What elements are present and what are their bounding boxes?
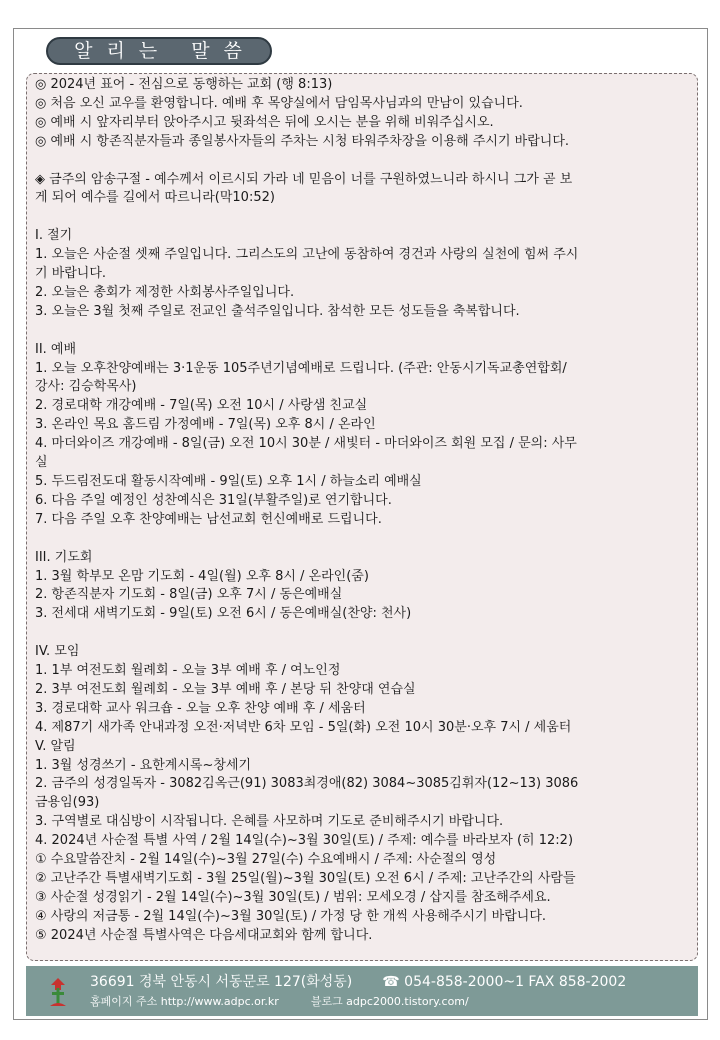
- announcement-line: 1. 1부 여전도회 월례회 - 오늘 3부 예배 후 / 여노인정: [35, 663, 341, 679]
- announcement-line: 1. 3월 성경쓰기 - 요한계시록~창세기: [35, 757, 252, 773]
- announcement-line: ① 수요말씀잔치 - 2월 14일(수)~3월 27일(수) 수요예배시 / 주제: 사순절의 영성: [35, 852, 497, 868]
- blank-line: [35, 208, 689, 227]
- footer-phone: ☎ 054-858-2000~1 FAX 858-2002: [382, 974, 627, 990]
- announcement-line: ◈ 금주의 암송구절 - 예수께서 이르시되 가라 네 믿음이 너를 구원하였느니라 하시니 그가 곧 보: [35, 171, 573, 187]
- announcement-line: ◎ 예배 시 항존직분자들과 종일봉사자들의 주차는 시청 타워주차장을 이용해 주시기 바랍니다.: [35, 133, 570, 149]
- announcement-line: 강사: 김승학목사): [35, 379, 137, 395]
- blank-line: [35, 530, 689, 549]
- announcement-line: 4. 2024년 사순절 특별 사역 / 2월 14일(수)~3월 30일(토) / 주제: 예수를 바라보자 (히 12:2): [35, 833, 574, 849]
- announcement-line: 4. 제87기 새가족 안내과정 오전·저녁반 6차 모임 - 5일(화) 오전 10시 30분·오후 7시 / 세움터: [35, 719, 572, 735]
- announcement-line: 5. 두드림전도대 활동시작예배 - 9일(토) 오후 1시 / 하늘소리 예배실: [35, 473, 422, 489]
- footer-links-line: [90, 994, 469, 1010]
- announcement-line: 금용임(93): [35, 795, 100, 811]
- announcement-line: ◎ 처음 오신 교우를 환영합니다. 예배 후 목양실에서 담임목사님과의 만남이 있습니다.: [35, 95, 523, 111]
- announcement-line: 2. 금주의 성경일독자 - 3082김옥근(91) 3083최경애(82) 3084~3085김휘자(12~13) 3086: [35, 776, 579, 792]
- announcement-line: ② 고난주간 특별새벽기도회 - 3월 25일(월)~3월 30일(토) 오전 6시 / 주제: 고난주간의 사람들: [35, 870, 576, 886]
- announcement-line: 2. 항존직분자 기도회 - 8일(금) 오후 7시 / 동은예배실: [35, 587, 343, 603]
- church-logo-icon: [48, 976, 68, 1008]
- announcement-line: III. 기도회: [35, 549, 93, 565]
- announcement-line: I. 절기: [35, 228, 73, 244]
- announcement-line: 1. 오늘 오후찬양예배는 3·1운동 105주년기념예배로 드립니다. (주관: 안동시기독교총연합회/: [35, 360, 567, 376]
- announcement-line: 기 바랍니다.: [35, 266, 107, 282]
- announcement-line: 6. 다음 주일 예정인 성찬예식은 31일(부활주일)로 연기합니다.: [35, 492, 392, 508]
- announcement-line: V. 알림: [35, 738, 76, 754]
- announcement-line: 실: [35, 455, 48, 471]
- announcement-line: 2. 경로대학 개강예배 - 7일(목) 오전 10시 / 사랑샘 친교실: [35, 398, 368, 414]
- announcement-line: 3. 구역별로 대심방이 시작됩니다. 은혜를 사모하며 기도로 준비해주시기 바랍니다.: [35, 814, 504, 830]
- homepage-link[interactable]: 홈페이지 주소 http://www.adpc.or.kr: [90, 995, 279, 1008]
- footer-address-line: [90, 973, 626, 991]
- announcement-line: 7. 다음 주일 오후 찬양예배는 남선교회 헌신예배로 드립니다.: [35, 511, 382, 527]
- announcement-line: ◎ 2024년 표어 - 전심으로 동행하는 교회 (행 8:13): [35, 77, 333, 92]
- announcement-line: 3. 온라인 목요 홈드림 가정예배 - 7일(목) 오후 8시 / 온라인: [35, 417, 376, 433]
- announcement-line: ⑤ 2024년 사순절 특별사역은 다음세대교회와 함께 합니다.: [35, 927, 373, 943]
- announcement-line: 게 되어 예수를 길에서 따르니라(막10:52): [35, 190, 275, 206]
- section-title: 알리는 말씀: [46, 37, 272, 65]
- announcement-line: 3. 경로대학 교사 워크숍 - 오늘 오후 찬양 예배 후 / 세움터: [35, 700, 366, 716]
- announcement-line: 1. 3월 학부모 온맘 기도회 - 4일(월) 오후 8시 / 온라인(줌): [35, 568, 369, 584]
- blank-line: [35, 152, 689, 171]
- announcement-line: 1. 오늘은 사순절 셋째 주일입니다. 그리스도의 고난에 동참하여 경건과 사랑의 실천에 힘써 주시: [35, 247, 579, 263]
- blog-link[interactable]: 블로그 adpc2000.tistory.com/: [310, 995, 469, 1008]
- announcement-line: 4. 마더와이즈 개강예배 - 8일(금) 오전 10시 30분 / 새빛터 - 마더와이즈 회원 모집 / 문의: 사무: [35, 436, 577, 452]
- announcement-line: II. 예배: [35, 341, 77, 357]
- footer-address: 36691 경북 안동시 서동문로 127(화성동): [90, 974, 353, 990]
- blank-line: [35, 322, 689, 341]
- announcement-line: ③ 사순절 성경읽기 - 2월 14일(수)~3월 30일(토) / 범위: 모세오경 / 삽지를 참조해주세요.: [35, 889, 551, 905]
- announcement-line: 3. 오늘은 3월 첫째 주일로 전교인 출석주일입니다. 참석한 모든 성도들을 축복합니다.: [35, 303, 520, 319]
- announcement-line: 3. 전세대 새벽기도회 - 9일(토) 오전 6시 / 동은예배실(찬양: 천사): [35, 606, 412, 622]
- announcement-line: IV. 모임: [35, 644, 80, 660]
- announcement-line: ④ 사랑의 저금통 - 2월 14일(수)~3월 30일(토) / 가정 당 한 개씩 사용해주시기 바랍니다.: [35, 908, 547, 924]
- blank-line: [35, 624, 689, 643]
- footer-bar: [26, 966, 698, 1016]
- announcement-line: 2. 오늘은 총회가 제정한 사회봉사주일입니다.: [35, 284, 295, 300]
- announcements-box: [26, 73, 698, 961]
- announcement-line: ◎ 예배 시 앞자리부터 앉아주시고 뒷좌석은 뒤에 오시는 분을 위해 비워주십시오.: [35, 114, 494, 130]
- announcement-line: 2. 3부 여전도회 월례회 - 오늘 3부 예배 후 / 본당 뒤 찬양대 연습실: [35, 681, 416, 697]
